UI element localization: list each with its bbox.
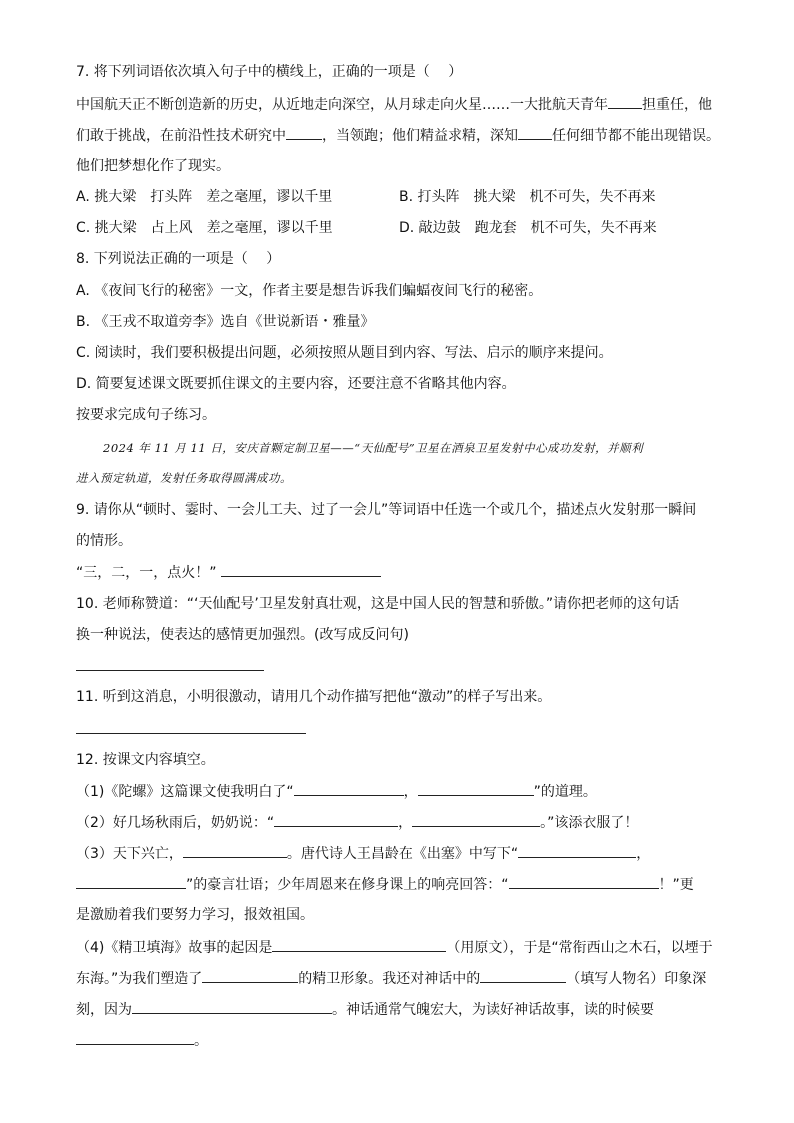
q12-3-blank-4[interactable]: [509, 874, 659, 889]
q12-4-blank-5[interactable]: [76, 1030, 194, 1045]
q12-1-blank-2[interactable]: [418, 781, 534, 796]
q7-passage-line-3: 他们把梦想化作了现实。: [76, 158, 230, 174]
q7-option-d[interactable]: D. 敲边鼓 跑龙套 机不可失，失不再来: [399, 220, 657, 236]
q12-3-blank-3[interactable]: [76, 874, 186, 889]
q7-blank-2[interactable]: [286, 125, 322, 140]
q11-stem: 11. 听到这消息，小明很激动，请用几个动作描写把他“激动”的样子写出来。: [76, 689, 552, 705]
q12-4-blank-3[interactable]: [480, 968, 566, 983]
q7-option-c[interactable]: C. 挑大梁 占上风 差之毫厘，谬以千里: [76, 220, 333, 236]
q10-stem-line-1: 10. 老师称赞道：“‘天仙配号’卫星发射真壮观，这是中国人民的智慧和骄傲。”请你把老师的这句话: [76, 596, 680, 612]
q9-stem-line-1: 9. 请你从“顿时、霎时、一会儿工夫、过了一会儿”等词语中任选一个或几个，描述点火发射那一瞬间: [76, 502, 697, 518]
q7-stem: 7. 将下列词语依次填入句子中的横线上，正确的一项是（ ）: [76, 64, 463, 80]
q11-answer-line: [76, 719, 306, 740]
q12-4-blank-2[interactable]: [202, 968, 298, 983]
q7-passage-line-1: 中国航天正不断创造新的历史，从近地走向深空，从月球走向火星……一大批航天青年 担重任，他: [76, 94, 712, 115]
q10-answer-line: [76, 656, 264, 677]
section-intro: 按要求完成句子练习。: [76, 407, 216, 423]
q9-stem-line-2: 的情形。: [76, 533, 132, 549]
q10-stem-line-2: 换一种说法，使表达的感情更加强烈。(改写成反问句): [76, 627, 409, 643]
q9-answer-line: “三，二，一，点火！”: [76, 562, 381, 583]
q12-item-3-line-2: ”的豪言壮语；少年周恩来在修身课上的响亮回答：“ ！”更: [76, 874, 694, 895]
q12-item-4-line-1: （4)《精卫填海》故事的起因是 （用原文），于是“常衔西山之木石，以堙于: [76, 937, 713, 958]
q8-option-b[interactable]: B. 《王戎不取道旁李》选自《世说新语・雅量》: [76, 314, 375, 330]
q8-stem: 8. 下列说法正确的一项是（ ）: [76, 251, 281, 267]
q12-item-3-line-1: （3）天下兴亡， 。唐代诗人王昌龄在《出塞》中写下“ ，: [76, 843, 650, 864]
q8-option-c[interactable]: C. 阅读时，我们要积极提出问题，必须按照从题目到内容、写法、启示的顺序来提问。: [76, 345, 613, 361]
q12-item-2: （2）好几场秋雨后，奶奶说：“ ， 。”该添衣服了！: [76, 812, 638, 833]
q12-item-4-line-3: 刻，因为 。神话通常气魄宏大，为读好神话故事，读的时候要: [76, 999, 654, 1020]
q12-item-4-line-4: 。: [76, 1030, 208, 1051]
q7-blank-1[interactable]: [608, 94, 642, 109]
q12-item-1: （1)《陀螺》这篇课文使我明白了“ ， ”的道理。: [76, 781, 597, 802]
q12-stem: 12. 按课文内容填空。: [76, 752, 215, 768]
q12-item-4-line-2: 东海。”为我们塑造了 的精卫形象。我还对神话中的 （填写人物名）印象深: [76, 968, 706, 989]
q7-blank-3[interactable]: [518, 125, 552, 140]
q12-4-blank-1[interactable]: [272, 937, 446, 952]
q7-option-b[interactable]: B. 打头阵 挑大梁 机不可失，失不再来: [399, 189, 656, 205]
news-line-2: 进入预定轨道，发射任务取得圆满成功。: [76, 471, 292, 485]
q9-answer-blank[interactable]: [221, 562, 381, 577]
q10-answer-blank[interactable]: [76, 656, 264, 671]
news-line-1: 2024 年 11 月 11 日，安庆首颗定制卫星——“天仙配号”卫星在酒泉卫星发射中心成功发射，并顺利: [103, 441, 644, 455]
q12-2-blank-1[interactable]: [274, 812, 398, 827]
q12-3-blank-2[interactable]: [518, 843, 636, 858]
q8-option-a[interactable]: A. 《夜间飞行的秘密》一文，作者主要是想告诉我们蝙蝠夜间飞行的秘密。: [76, 283, 543, 299]
q7-option-a[interactable]: A. 挑大梁 打头阵 差之毫厘，谬以千里: [76, 189, 333, 205]
q11-answer-blank[interactable]: [76, 719, 306, 734]
q12-4-blank-4[interactable]: [132, 999, 332, 1014]
q7-passage-line-2: 们敢于挑战，在前沿性技术研究中 ，当领跑；他们精益求精，深知 任何细节都不能出现错误。: [76, 125, 720, 146]
q12-3-blank-1[interactable]: [183, 843, 287, 858]
q8-option-d[interactable]: D. 简要复述课文既要抓住课文的主要内容，还要注意不省略其他内容。: [76, 376, 516, 392]
q12-2-blank-2[interactable]: [412, 812, 540, 827]
q12-1-blank-1[interactable]: [294, 781, 404, 796]
q12-item-3-line-3: 是激励着我们要努力学习，报效祖国。: [76, 907, 314, 923]
